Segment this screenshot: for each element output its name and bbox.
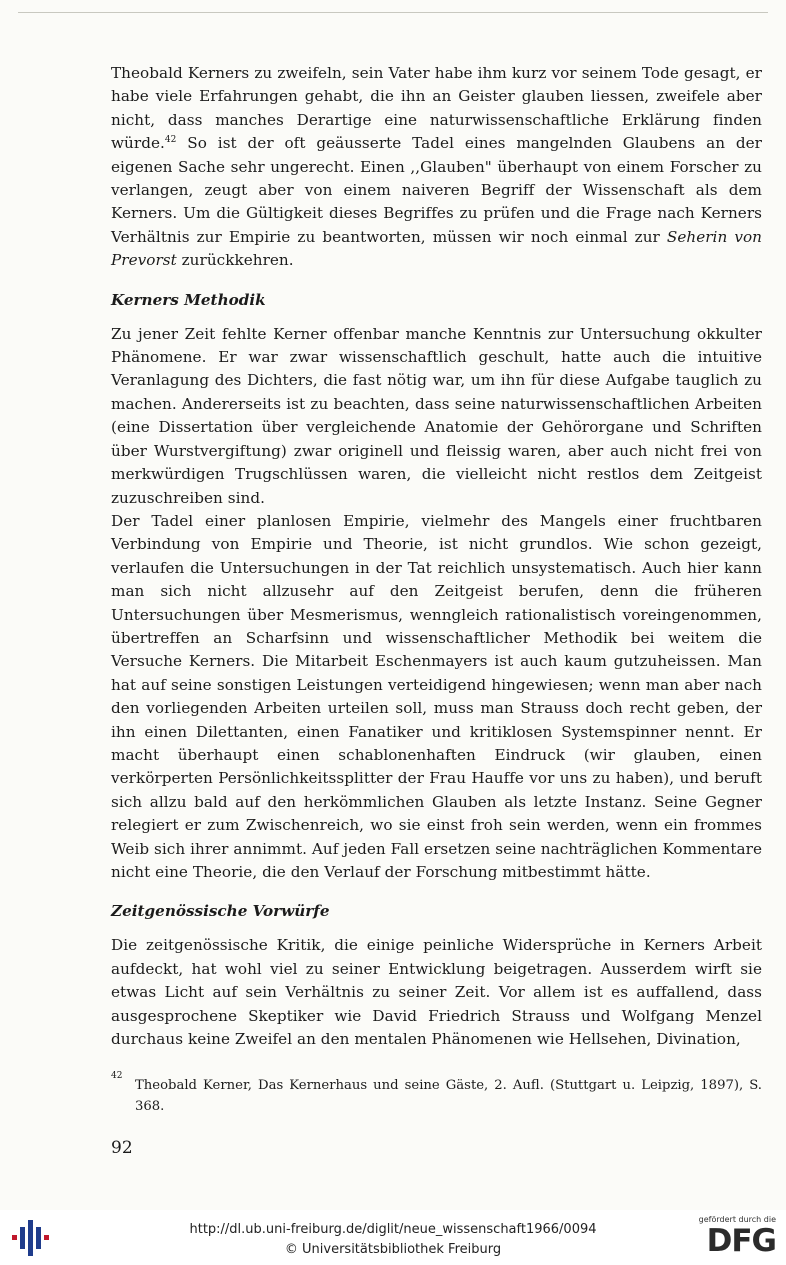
section-heading-vorwuerfe: Zeitgenössische Vorwürfe [111,902,330,921]
library-logo-icon [10,1218,50,1258]
dfg-logo [690,1215,776,1261]
page-top-edge [18,12,768,13]
dfg-funding-label: gefördert durch die [698,1215,776,1224]
copyright-notice: © Universitätsbibliothek Freiburg [284,1242,502,1257]
dfg-mark: DFG [706,1223,776,1259]
paragraph-1-text: Theobald Kerners zu zweifeln, sein Vater habe ihm kurz vor seinem Tode gesagt, er habe viele Erfahrungen gehabt, die ihn an Geister glauben liessen, zweifele aber nicht, dass manches Derartige eine naturwissenschaftliche Erklärung finden würde. [111,64,762,153]
paragraph-3: Der Tadel einer planlosen Empirie, vielmehr des Mangels einer fruchtbaren Verbindung von Empirie und Theorie, ist nicht grundlos. Wie schon gezeigt, verlaufen die Untersuchungen in der Tat reichlich unsystematisch. Auch hier kann man sich nicht allzusehr auf den Zeitgeist berufen, denn die früheren Untersuchungen über Mesmerismus, wenngleich rationalistisch voreingenommen, übertreffen an Scharfsinn und wissenschaftlicher Methodik bei weitem die Versuche Kerners. Die Mitarbeit Eschenmayers ist auch kaum gutzuheissen. Man hat auf seine sonstigen Leistungen verteidigend hingewiesen; wenn man aber nach den vorliegenden Arbeiten urteilen soll, muss man Strauss doch recht geben, der ihn einen Dilettanten, einen Fanatiker und kritiklosen Systemspinner nennt. Er macht überhaupt einen schablonenhaften Eindruck (wir glauben, einen verkörperten Persönlichkeitssplitter der Frau Hauffe vor uns zu haben), und beruft sich allzu bald auf den herkömmlichen Glauben als letzte Instanz. Seine Gegner relegiert er zum Zwischenreich, wo sie einst froh sein werden, wenn ein frommes Weib sich ihrer annimmt. Auf jeden Fall ersetzen seine nachträglichen Kommentare nicht eine Theorie, die den Verlauf der Forschung mitbestimmt hätte. [111,511,762,881]
paragraph-2: Zu jener Zeit fehlte Kerner offenbar manche Kenntnis zur Untersuchung okkulter Phänomene. Er war zwar wissenschaftlich geschult, hatte auch die intuitive Veranlagung des Dichters, die fast nötig war, um ihn für diese Aufgabe tauglich zu machen. Andererseits ist zu beachten, dass seine naturwissenschaftlichen Arbeiten (eine Dissertation über vergleichende Anatomie der Gehörorgane und Schriften über Wurstvergiftung) zwar originell und fleissig waren, aber auch nicht frei von merkwürdigen Trugschlüssen waren, die vielleicht nicht restlos dem Zeitgeist zuzuschreiben sind. [111,324,762,507]
page-body [111,62,762,1051]
footnote-42 [111,1071,762,1117]
viewer-footer [0,1210,786,1265]
permalink-url[interactable]: http://dl.ub.uni-freiburg.de/diglit/neue_wissenschaft1966/0094 [189,1222,597,1237]
footnote-number: 42 [111,1071,123,1081]
footnote-ref-42[interactable]: 42 [164,135,177,146]
book-title-italic: Seherin von Prevorst [111,227,762,270]
paragraph-1-rest: So ist der oft geäusserte Tadel eines mangelnden Glaubens an der eigenen Sache sehr ungerecht. Einen ,,Glauben" überhaupt von einem Forscher zu verlangen, zeugt aber von einem naiveren Begriff der Wissenschaft als dem Kerners. Um die Gültigkeit dieses Begriffes zu prüfen und die Frage nach Kerners Verhältnis zur Empirie zu beantworten, müssen wir noch einmal zur [111,134,762,246]
paragraph-1 [111,62,762,273]
page-number: 92 [111,1138,133,1158]
section-heading-methodik: Kerners Methodik [111,290,266,309]
paragraph-4: Die zeitgenössische Kritik, die einige peinliche Widersprüche in Kerners Arbeit aufdeckt, hat wohl viel zu seiner Entwicklung beigetragen. Ausserdem wirft sie etwas Licht auf sein Verhältnis zu seiner Zeit. Vor allem ist es auffallend, dass ausgesprochene Skeptiker wie David Friedrich Strauss und Wolfgang Menzel durchaus keine Zweifel an den mentalen Phänomenen wie Hellsehen, Divination, [111,936,762,1049]
footnote-text: Theobald Kerner, Das Kernerhaus und seine Gäste, 2. Aufl. (Stuttgart u. Leipzig, 1897), S. 368. [135,1078,762,1114]
paragraph-1-end: zurückkehren. [176,251,294,270]
